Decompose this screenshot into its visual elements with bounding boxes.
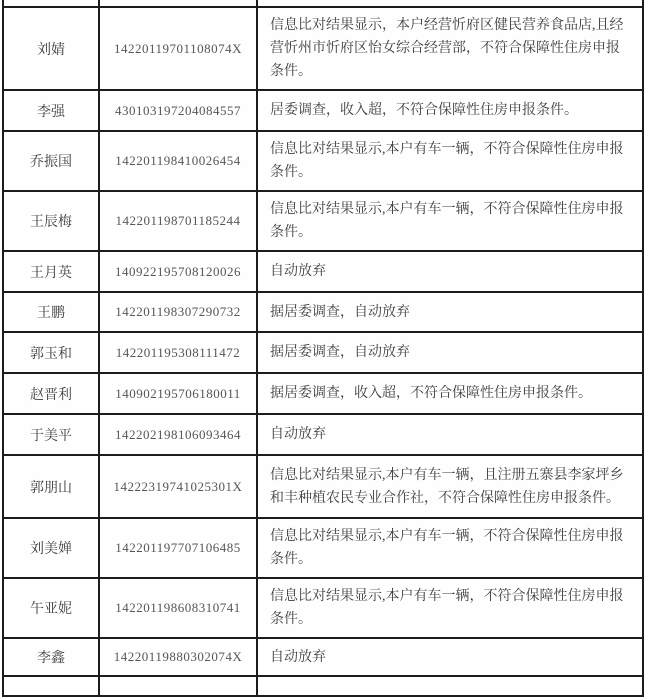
id-number-cell: 14220119701108074X xyxy=(99,7,257,90)
table-row-partial-bottom xyxy=(3,676,643,696)
id-number-cell: 14220119880302074X xyxy=(99,638,257,676)
table-row xyxy=(3,638,643,676)
name-cell: 郭玉和 xyxy=(3,332,99,373)
id-number-cell: 140902195706180011 xyxy=(99,373,257,414)
id-number-cell: 142201198608310741 xyxy=(99,578,257,638)
id-number-cell: 140922195708120026 xyxy=(99,251,257,292)
table-row xyxy=(3,414,643,455)
name-cell: 王月英 xyxy=(3,251,99,292)
table-row xyxy=(3,373,643,414)
reason-cell: 据居委调查，自动放弃 xyxy=(257,332,643,373)
table-row xyxy=(3,332,643,373)
id-number-cell: 14222319741025301X xyxy=(99,455,257,518)
reason-cell: 据居委调查，自动放弃 xyxy=(257,292,643,332)
empty-cell xyxy=(99,676,257,696)
id-number-cell: 142202198106093464 xyxy=(99,414,257,455)
reason-cell: 信息比对结果显示，本户经营忻府区健民营养食品店,且经营忻州市忻府区怡女综合经营部，不符合保障性住房申报条件。 xyxy=(257,7,643,90)
table-row xyxy=(3,292,643,332)
table-row xyxy=(3,191,643,251)
reason-cell: 信息比对结果显示,本户有车一辆，不符合保障性住房申报条件。 xyxy=(257,191,643,251)
id-number-cell: 142201197707106485 xyxy=(99,518,257,578)
id-number-cell: 142201198307290732 xyxy=(99,292,257,332)
name-cell: 乔振国 xyxy=(3,131,99,191)
name-cell: 郭朋山 xyxy=(3,455,99,518)
name-cell: 刘婧 xyxy=(3,7,99,90)
name-cell: 王鹏 xyxy=(3,292,99,332)
name-cell: 王辰梅 xyxy=(3,191,99,251)
table-row-partial-top xyxy=(3,0,643,7)
reason-cell: 自动放弃 xyxy=(257,414,643,455)
reason-cell: 信息比对结果显示,本户有车一辆，且注册五寨县李家坪乡和丰种植农民专业合作社，不符合保障性住房申报条件。 xyxy=(257,455,643,518)
table-row xyxy=(3,131,643,191)
name-cell: 赵晋利 xyxy=(3,373,99,414)
reason-cell: 信息比对结果显示,本户有车一辆，不符合保障性住房申报条件。 xyxy=(257,518,643,578)
name-cell: 午亚妮 xyxy=(3,578,99,638)
table-row xyxy=(3,7,643,90)
name-cell: 李鑫 xyxy=(3,638,99,676)
empty-cell xyxy=(99,0,257,7)
reason-cell: 自动放弃 xyxy=(257,251,643,292)
reason-cell: 自动放弃 xyxy=(257,638,643,676)
empty-cell xyxy=(3,0,99,7)
empty-cell xyxy=(257,676,643,696)
empty-cell xyxy=(3,676,99,696)
id-number-cell: 142201198410026454 xyxy=(99,131,257,191)
id-number-cell: 142201195308111472 xyxy=(99,332,257,373)
applicants-table xyxy=(2,0,644,697)
table-row xyxy=(3,455,643,518)
id-number-cell: 430103197204084557 xyxy=(99,90,257,131)
table-row xyxy=(3,251,643,292)
table-row xyxy=(3,518,643,578)
name-cell: 于美平 xyxy=(3,414,99,455)
empty-cell xyxy=(257,0,643,7)
id-number-cell: 142201198701185244 xyxy=(99,191,257,251)
reason-cell: 信息比对结果显示,本户有车一辆，不符合保障性住房申报条件。 xyxy=(257,131,643,191)
reason-cell: 信息比对结果显示,本户有车一辆，不符合保障性住房申报条件。 xyxy=(257,578,643,638)
table-row xyxy=(3,90,643,131)
name-cell: 李强 xyxy=(3,90,99,131)
name-cell: 刘美婵 xyxy=(3,518,99,578)
table-row xyxy=(3,578,643,638)
reason-cell: 居委调查，收入超，不符合保障性住房申报条件。 xyxy=(257,90,643,131)
reason-cell: 据居委调查，收入超，不符合保障性住房申报条件。 xyxy=(257,373,643,414)
